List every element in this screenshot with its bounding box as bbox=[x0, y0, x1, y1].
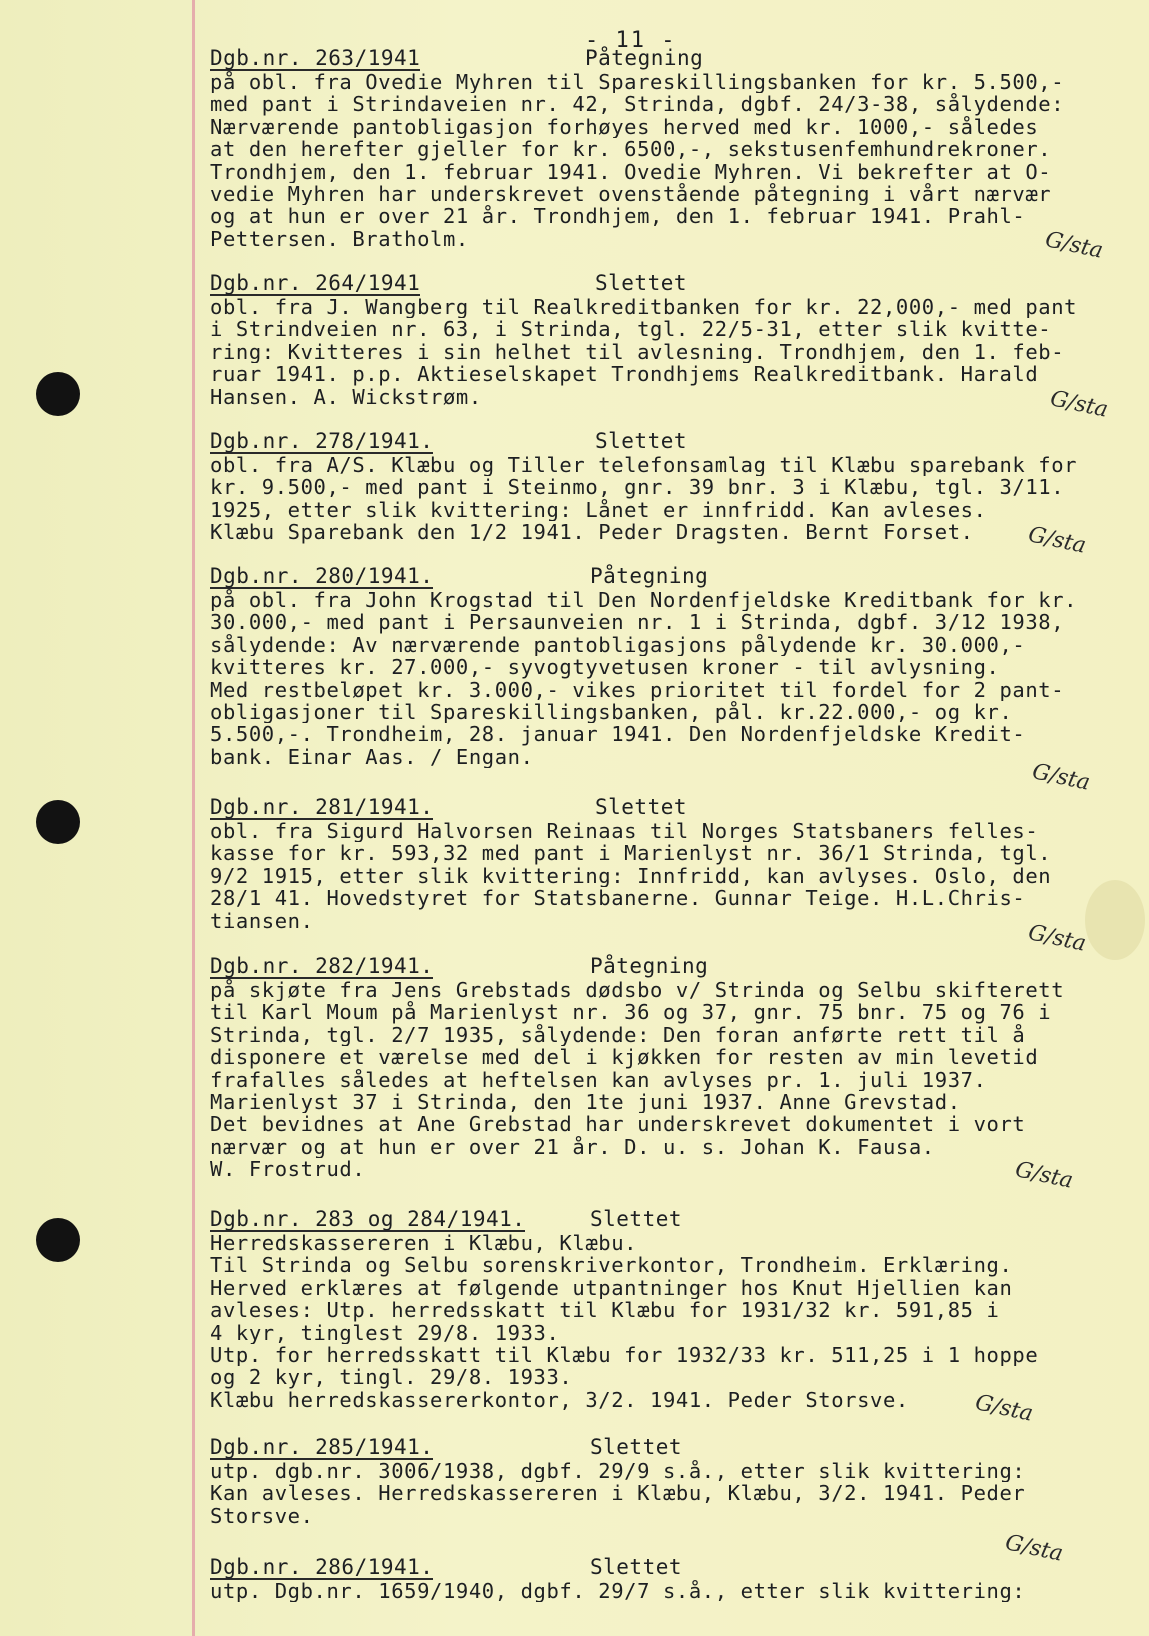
entry-line: at den herefter gjeller for kr. 6500,-, sekstusenfemhundrekroner. bbox=[210, 138, 1052, 161]
entry-line: 5.500,-. Trondheim, 28. januar 1941. Den Nordenfjeldske Kredit- bbox=[210, 723, 1026, 746]
entry-line: obligasjoner til Spareskillingsbanken, pål. kr.22.000,- og kr. bbox=[210, 701, 1013, 724]
binder-hole-middle bbox=[36, 800, 80, 844]
entry-status: Påtegning bbox=[585, 46, 704, 70]
entry-ref: Dgb.nr. 263/1941 bbox=[210, 46, 421, 70]
entry-ref: Dgb.nr. 281/1941. bbox=[210, 795, 434, 819]
entry-line: 9/2 1915, etter slik kvittering: Innfridd, kan avlyses. Oslo, den bbox=[210, 864, 1052, 888]
entry-status: Slettet bbox=[595, 429, 688, 453]
entry-line: Kan avleses. Herredskassereren i Klæbu, Klæbu, 3/2. 1941. Peder bbox=[210, 1482, 1026, 1505]
entry-line: kasse for kr. 593,32 med pant i Marienlyst nr. 36/1 Strinda, tgl. bbox=[210, 842, 1052, 865]
entry-line: ring: Kvitteres i sin helhet til avlesning. Trondhjem, den 1. feb- bbox=[210, 340, 1065, 364]
entry-line: Nærværende pantobligasjon forhøyes herved med kr. 1000,- således bbox=[210, 115, 1039, 139]
entry-line: 1925, etter slik kvittering: Lånet er innfridd. Kan avleses. bbox=[210, 498, 987, 522]
entry-line: obl. fra Sigurd Halvorsen Reinaas til Norges Statsbaners felles- bbox=[210, 820, 1039, 843]
entry-status: Påtegning bbox=[590, 954, 709, 978]
signature: G/sta bbox=[1026, 522, 1089, 559]
binder-hole-bottom bbox=[36, 1218, 80, 1262]
entry-264 bbox=[210, 271, 1130, 423]
entry-line: obl. fra J. Wangberg til Realkreditbanken for kr. 22,000,- med pant bbox=[210, 296, 1078, 319]
margin-rule bbox=[192, 0, 195, 1636]
page-number: - 11 - bbox=[585, 28, 677, 53]
signature: G/sta bbox=[1030, 759, 1093, 796]
entry-header bbox=[210, 565, 1130, 589]
entry-line: Storsve. bbox=[210, 1504, 314, 1528]
entry-header bbox=[210, 272, 1130, 296]
entry-line: utp. dgb.nr. 3006/1938, dgbf. 29/9 s.å., etter slik kvittering: bbox=[210, 1460, 1026, 1483]
entry-ref: Dgb.nr. 285/1941. bbox=[210, 1435, 434, 1459]
entry-header bbox=[210, 47, 1130, 71]
entry-line: 28/1 41. Hovedstyret for Statsbanerne. Gunnar Teige. H.L.Chris- bbox=[210, 887, 1026, 910]
entry-283-284 bbox=[210, 1207, 1130, 1427]
entry-header bbox=[210, 796, 1130, 820]
entry-263 bbox=[210, 46, 1130, 264]
entry-line: vedie Myhren har underskrevet ovenstående påtegning i vårt nærvær bbox=[210, 183, 1052, 206]
entry-line: Herved erklæres at følgende utpantninger hos Knut Hjellien kan bbox=[210, 1276, 1013, 1300]
entry-header bbox=[210, 1556, 1130, 1580]
entry-line: W. Frostrud. bbox=[210, 1158, 366, 1181]
entry-line: Trondhjem, den 1. februar 1941. Ovedie Myhren. Vi bekrefter at O- bbox=[210, 160, 1052, 184]
entry-status: Slettet bbox=[595, 271, 688, 295]
entry-281 bbox=[210, 795, 1130, 957]
entry-line: Klæbu Sparebank den 1/2 1941. Peder Dragsten. Bernt Forset. bbox=[210, 521, 974, 544]
entry-status: Slettet bbox=[590, 1435, 683, 1459]
entry-line: tiansen. bbox=[210, 909, 314, 933]
signature: G/sta bbox=[1013, 1157, 1076, 1194]
entry-line: bank. Einar Aas. / Engan. bbox=[210, 745, 534, 769]
signature: G/sta bbox=[1043, 227, 1106, 264]
entry-line: kr. 9.500,- med pant i Steinmo, gnr. 39 bnr. 3 i Klæbu, tgl. 3/11. bbox=[210, 476, 1065, 499]
entry-line: i Strindveien nr. 63, i Strinda, tgl. 22/5-31, etter slik kvitte- bbox=[210, 318, 1052, 341]
entry-line: avleses: Utp. herredsskatt til Klæbu for 1931/32 kr. 591,85 i bbox=[210, 1299, 1000, 1322]
entry-line: med pant i Strindaveien nr. 42, Strinda, dgbf. 24/3-38, sålydende: bbox=[210, 93, 1065, 116]
signature: G/sta bbox=[1003, 1530, 1066, 1567]
entry-ref: Dgb.nr. 264/1941 bbox=[210, 271, 421, 295]
entry-status: Slettet bbox=[595, 795, 688, 819]
entry-ref: Dgb.nr. 278/1941. bbox=[210, 429, 434, 453]
entry-header bbox=[210, 1436, 1130, 1460]
entry-status: Slettet bbox=[590, 1207, 683, 1231]
entry-ref: Dgb.nr. 283 og 284/1941. bbox=[210, 1207, 526, 1231]
entry-header bbox=[210, 955, 1130, 979]
entry-line: disponere et værelse med del i kjøkken for resten av min levetid bbox=[210, 1046, 1039, 1069]
entry-line: på obl. fra Ovedie Myhren til Spareskillingsbanken for kr. 5.500,- bbox=[210, 71, 1065, 94]
entry-line: 30.000,- med pant i Persaunveien nr. 1 i Strinda, dgbf. 3/12 1938, bbox=[210, 611, 1065, 634]
entry-282 bbox=[210, 954, 1130, 1194]
entry-line: og at hun er over 21 år. Trondhjem, den 1. februar 1941. Prahl- bbox=[210, 205, 1026, 228]
entry-status: Slettet bbox=[590, 1555, 683, 1579]
entry-line: Pettersen. Bratholm. bbox=[210, 227, 469, 251]
entry-line: frafalles således at heftelsen kan avlyses pr. 1. juli 1937. bbox=[210, 1068, 987, 1092]
entry-line: på skjøte fra Jens Grebstads dødsbo v/ Strinda og Selbu skifterett bbox=[210, 979, 1065, 1002]
entry-line: Det bevidnes at Ane Grebstad har underskrevet dokumentet i vort bbox=[210, 1113, 1026, 1136]
entry-ref: Dgb.nr. 282/1941. bbox=[210, 954, 434, 978]
binder-hole-top bbox=[36, 372, 80, 416]
entry-line: og 2 kyr, tingl. 29/8. 1933. bbox=[210, 1366, 573, 1389]
entry-line: obl. fra A/S. Klæbu og Tiller telefonsamlag til Klæbu sparebank for bbox=[210, 454, 1078, 477]
entry-line: Marienlyst 37 i Strinda, den 1te juni 1937. Anne Grevstad. bbox=[210, 1091, 961, 1114]
entry-line: utp. Dgb.nr. 1659/1940, dgbf. 29/7 s.å., etter slik kvittering: bbox=[210, 1580, 1026, 1603]
entry-line: Herredskassereren i Klæbu, Klæbu. bbox=[210, 1232, 638, 1255]
entry-278 bbox=[210, 429, 1130, 559]
entry-280 bbox=[210, 564, 1130, 796]
signature: G/sta bbox=[973, 1390, 1036, 1427]
entry-header bbox=[210, 430, 1130, 454]
entry-status: Påtegning bbox=[590, 564, 709, 588]
entry-ref: Dgb.nr. 286/1941. bbox=[210, 1555, 434, 1579]
entry-286 bbox=[210, 1556, 1130, 1602]
entry-line: Utp. for herredsskatt til Klæbu for 1932/33 kr. 511,25 i 1 hoppe bbox=[210, 1344, 1039, 1367]
entry-line: nærvær og at hun er over 21 år. D. u. s. Johan K. Fausa. bbox=[210, 1135, 935, 1159]
signature: G/sta bbox=[1026, 920, 1089, 957]
entry-line: sålydende: Av nærværende pantobligasjons pålydende kr. 30.000,- bbox=[210, 633, 1026, 657]
entry-line: Med restbeløpet kr. 3.000,- vikes prioritet til fordel for 2 pant- bbox=[210, 678, 1065, 702]
entry-line: Til Strinda og Selbu sorenskriverkontor, Trondheim. Erklæring. bbox=[210, 1254, 1013, 1277]
signature: G/sta bbox=[1048, 386, 1111, 423]
entry-header bbox=[210, 1208, 1130, 1232]
entry-line: Hansen. A. Wickstrøm. bbox=[210, 385, 482, 409]
entry-line: til Karl Moum på Marienlyst nr. 36 og 37, gnr. 75 bnr. 75 og 76 i bbox=[210, 1001, 1052, 1024]
entry-ref: Dgb.nr. 280/1941. bbox=[210, 564, 434, 588]
entry-line: på obl. fra John Krogstad til Den Nordenfjeldske Kreditbank for kr. bbox=[210, 589, 1078, 612]
entry-line: Klæbu herredskassererkontor, 3/2. 1941. Peder Storsve. bbox=[210, 1388, 909, 1412]
entry-line: ruar 1941. p.p. Aktieselskapet Trondhjems Realkreditbank. Harald bbox=[210, 363, 1039, 386]
entry-line: 4 kyr, tinglest 29/8. 1933. bbox=[210, 1321, 560, 1345]
entry-line: kvitteres kr. 27.000,- syvogtyvetusen kroner - til avlysning. bbox=[210, 656, 1000, 679]
entry-line: Strinda, tgl. 2/7 1935, sålydende: Den foran anførte rett til å bbox=[210, 1023, 1026, 1047]
